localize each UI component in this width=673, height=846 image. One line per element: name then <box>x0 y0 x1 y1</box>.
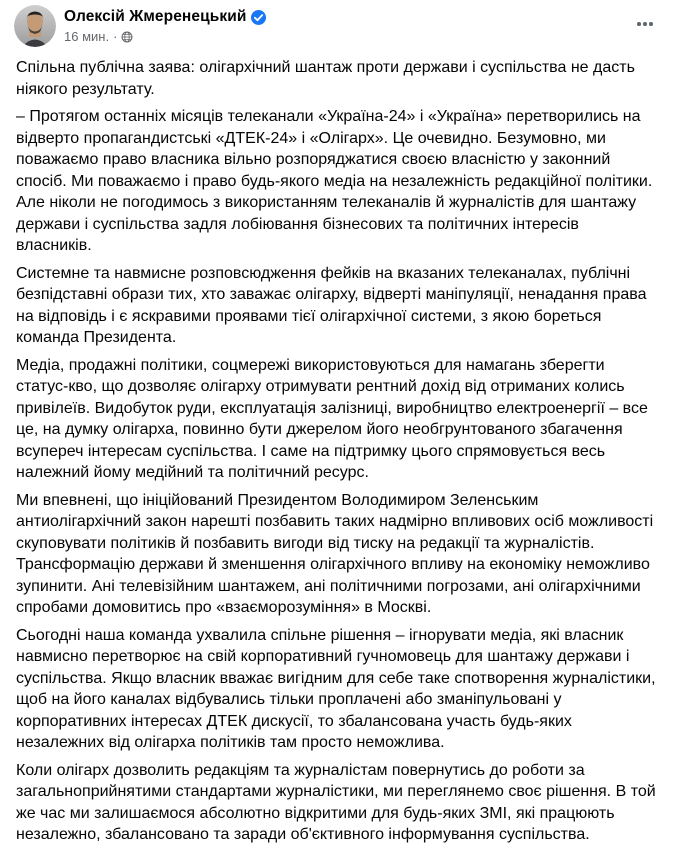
ellipsis-icon <box>649 22 653 26</box>
avatar[interactable] <box>14 5 56 47</box>
avatar-photo <box>14 5 56 47</box>
meta-separator: · <box>113 29 118 44</box>
post-menu-button[interactable] <box>629 10 661 38</box>
verified-badge-icon <box>251 10 266 25</box>
post-paragraph: Системне та навмисне розповсюдження фейків на вказаних телеканалах, публічні безпідставні образи тих, хто заважає олігарху, відверті маніпуляції, ненадання права на відповідь і є яскравими проявами тієї олігархічної системи, з якою бореться команда Президента. <box>16 264 647 346</box>
ellipsis-icon <box>643 22 647 26</box>
timestamp[interactable]: 16 мин. <box>64 29 110 44</box>
post-paragraph: Коли олігарх дозволить редакціям та журналістам повернутись до роботи за загальноприйнятими стандартами журналістики, ми переглянемо своє рішення. В той же час ми залишаємося абсолютно відкритими для будь-яких ЗМІ, які працюють незалежно, збалансовано та заради об'єктивного інформування суспільства. <box>16 761 656 843</box>
author-row <box>64 8 266 26</box>
post-paragraph: Медіа, продажні політики, соцмережі використовуються для намагань зберегти статус-кво, що дозволяє олігарху отримувати рентний дохід від отриманих колись привілеїв. Видобуток руди, експлуатація залізниці, виробництво електроенергії – все це, на думку олігарха, повинно бути джерелом його необгрунтованого збагачення всупереч інтересам суспільства. І саме на підтримку цього спрямовується весь належний йому медійний та політичний ресурс. <box>16 356 648 481</box>
post-paragraph: Спільна публічна заява: олігархічний шантаж проти держави і суспільства не дасть ніякого результату. <box>16 59 635 98</box>
post-paragraph: – Протягом останніх місяців телеканали «Україна-24» і «Україна» перетворились на відверто пропагандистські «ДТЕК-24» і «Олігарх». Це очевидно. Безумовно, ми поважаємо право власника вільно розпоряджатися своєю власністю у законний спосіб. Ми поважаємо і право будь-якого медіа на незалежність редакційної політики. Але ніколи не погодимось з використанням телеканалів й журналістів для шантажу держави і суспільства задля лобіювання бізнесових та політичних інтересів власників. <box>16 108 653 254</box>
post-header <box>0 0 673 51</box>
post-paragraph: Сьогодні наша команда ухвалила спільне рішення – ігнорувати медіа, які власник навмисно перетворює на свій корпоративний гучномовець для шантажу держави і суспільства. Якщо власник вважає вигідним для себе таке спотворення журналістики, щоб на його каналах відбувались тільки проплачені або зманіпульовані у корпоративних інтересах ДТЕК дискусії, то збалансована участь будь-яких незалежних від олігарха політиків там просто неможлива. <box>16 626 656 751</box>
globe-icon <box>121 31 133 43</box>
post-meta[interactable] <box>64 29 266 44</box>
post-body <box>0 51 673 846</box>
ellipsis-icon <box>637 22 641 26</box>
post-paragraph: Ми впевнені, що ініційований Президентом Володимиром Зеленським антиолігархічний закон нарешті позбавить таких надмірно впливових осіб можливості скуповувати політиків й позбавить вигоди від тиску на редакції та журналістів. Трансформацію держави й зменшення олігархічного впливу на економіку неможливо зупинити. Ані телевізійним шантажем, ані політичними погрозами, ані олігархічними спробами домовитись про «взаєморозуміння» в Москві. <box>16 491 654 616</box>
author-name[interactable]: Олексій Жмеренецький <box>64 8 247 25</box>
header-text <box>64 5 266 44</box>
